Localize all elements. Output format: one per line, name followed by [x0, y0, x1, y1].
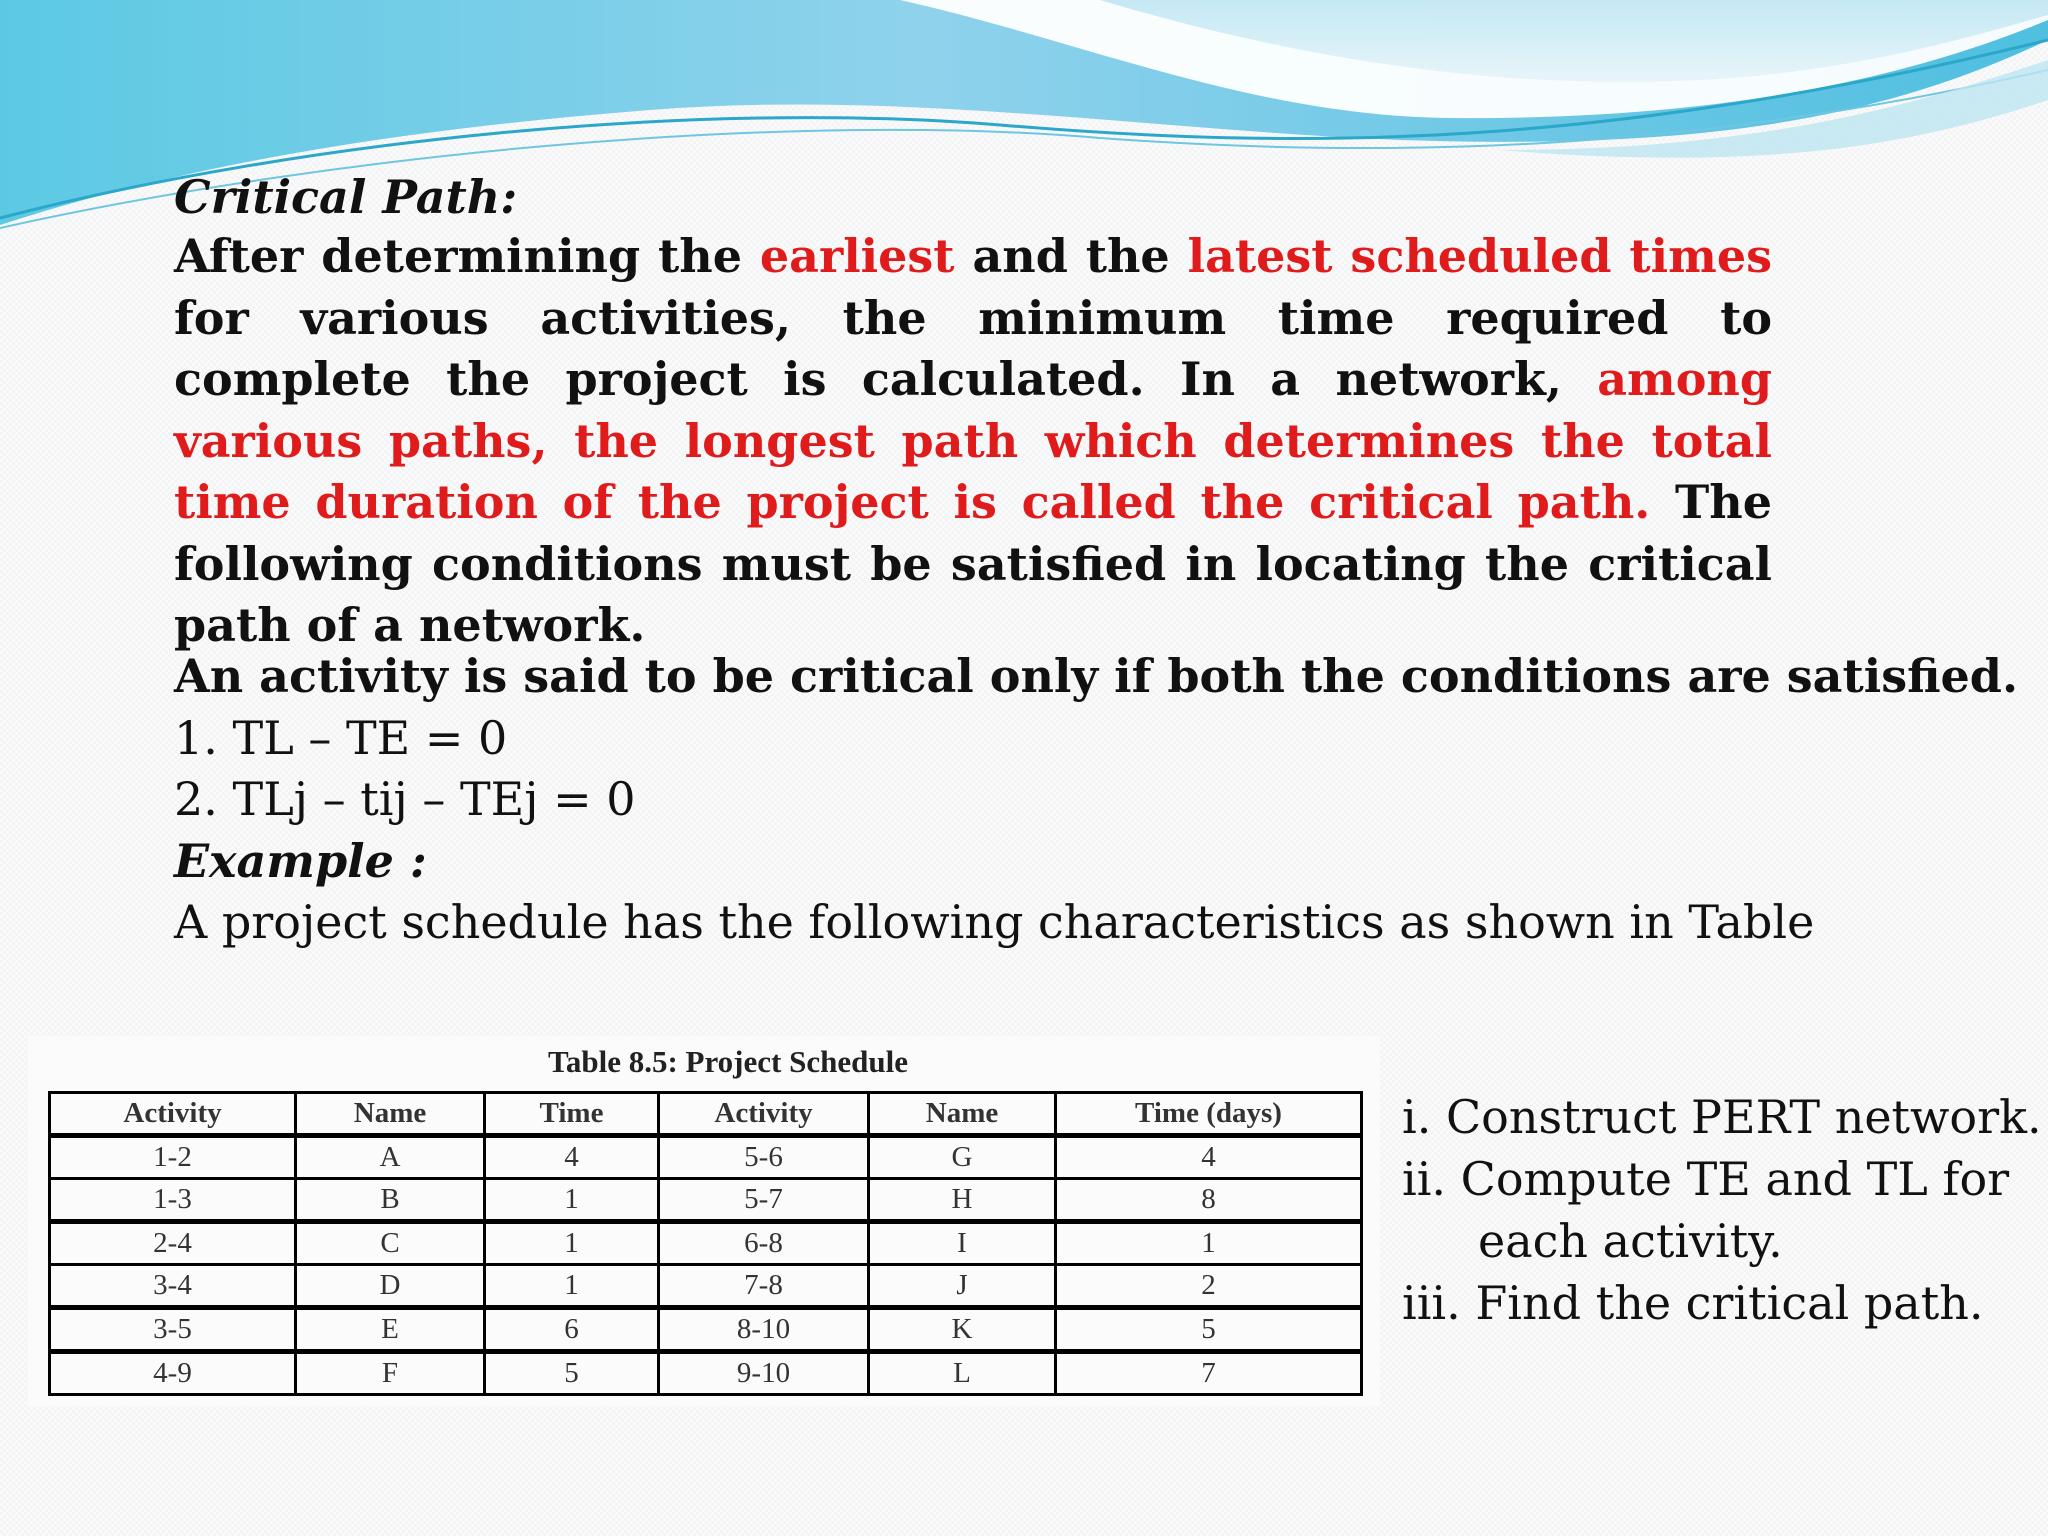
table-cell: 7 [1056, 1352, 1362, 1395]
table-row [50, 1179, 1362, 1222]
table-cell: 2 [1056, 1265, 1362, 1308]
table-cell: 3-5 [50, 1308, 296, 1352]
table-cell: G [869, 1136, 1056, 1179]
header-activity: Activity [50, 1093, 296, 1136]
table-cell: 6-8 [659, 1222, 869, 1265]
table-cell: 7-8 [659, 1265, 869, 1308]
highlight-latest-times: latest scheduled times [1187, 229, 1772, 283]
table-cell: K [869, 1308, 1056, 1352]
table-cell: 8 [1056, 1179, 1362, 1222]
table-cell: 1-3 [50, 1179, 296, 1222]
table-cell: H [869, 1179, 1056, 1222]
header-name-2: Name [869, 1093, 1056, 1136]
table-cell: J [869, 1265, 1056, 1308]
table-cell: 1 [485, 1265, 659, 1308]
table-cell: 5 [1056, 1308, 1362, 1352]
table-cell: 1 [1056, 1222, 1362, 1265]
table-row [50, 1222, 1362, 1265]
table-cell: 4-9 [50, 1352, 296, 1395]
table-cell: I [869, 1222, 1056, 1265]
table-cell: A [296, 1136, 485, 1179]
definition-paragraph [174, 226, 1772, 657]
table-cell: L [869, 1352, 1056, 1395]
task-item-3: iii. Find the critical path. [1402, 1276, 1984, 1330]
task-item-2: ii. Compute TE and TL for [1402, 1152, 2010, 1206]
conditions-section [174, 646, 2018, 954]
table-cell: 4 [485, 1136, 659, 1179]
table-cell: 2-4 [50, 1222, 296, 1265]
example-text: A project schedule has the following characteristics as shown in Table [174, 895, 1815, 949]
header-activity-2: Activity [659, 1093, 869, 1136]
paragraph-segment: for various activities, the minimum time required to complete the project is calculated. In a network, [174, 290, 1772, 406]
header-time: Time [485, 1093, 659, 1136]
table-cell: 5 [485, 1352, 659, 1395]
highlight-critical-path-definition: among various paths, the longest path which determines the total time duration of the project is called the critical path. [174, 352, 1772, 529]
table-cell: F [296, 1352, 485, 1395]
table-cell: 3-4 [50, 1265, 296, 1308]
slide-heading: Critical Path: [174, 170, 518, 224]
conditions-title: An activity is said to be critical only if both the conditions are satisfied. [174, 649, 2018, 703]
paragraph-segment: After determining the [174, 229, 760, 283]
table-row [50, 1352, 1362, 1395]
table-cell: 8-10 [659, 1308, 869, 1352]
table-cell: 4 [1056, 1136, 1362, 1179]
header-name: Name [296, 1093, 485, 1136]
paragraph-segment: The following conditions must be satisfied in locating the critical path of a network. [174, 475, 1772, 652]
table-caption: Table 8.5: Project Schedule [548, 1044, 908, 1079]
table-cell: 6 [485, 1308, 659, 1352]
highlight-earliest: earliest [759, 229, 955, 283]
project-schedule-table [48, 1091, 1363, 1396]
table-cell: B [296, 1179, 485, 1222]
example-label: Example : [174, 833, 427, 888]
paragraph-segment: and the [954, 229, 1188, 283]
task-item-2-continued: each activity. [1478, 1214, 1783, 1268]
table-cell: E [296, 1308, 485, 1352]
task-item-1: i. Construct PERT network. [1402, 1090, 2042, 1144]
table-cell: 1 [485, 1179, 659, 1222]
task-list [1402, 1086, 2042, 1334]
table-cell: D [296, 1265, 485, 1308]
table-cell: 1 [485, 1222, 659, 1265]
table-header-row [50, 1093, 1362, 1136]
table-row [50, 1308, 1362, 1352]
table-cell: 5-7 [659, 1179, 869, 1222]
table-cell: 5-6 [659, 1136, 869, 1179]
table-cell: 9-10 [659, 1352, 869, 1395]
condition-1: 1. TL – TE = 0 [174, 710, 508, 765]
table-row [50, 1265, 1362, 1308]
header-time-days: Time (days) [1056, 1093, 1362, 1136]
condition-2: 2. TLj – tij – TEj = 0 [174, 772, 636, 826]
project-schedule-table-figure [28, 1036, 1380, 1406]
table-row [50, 1136, 1362, 1179]
table-cell: 1-2 [50, 1136, 296, 1179]
table-cell: C [296, 1222, 485, 1265]
